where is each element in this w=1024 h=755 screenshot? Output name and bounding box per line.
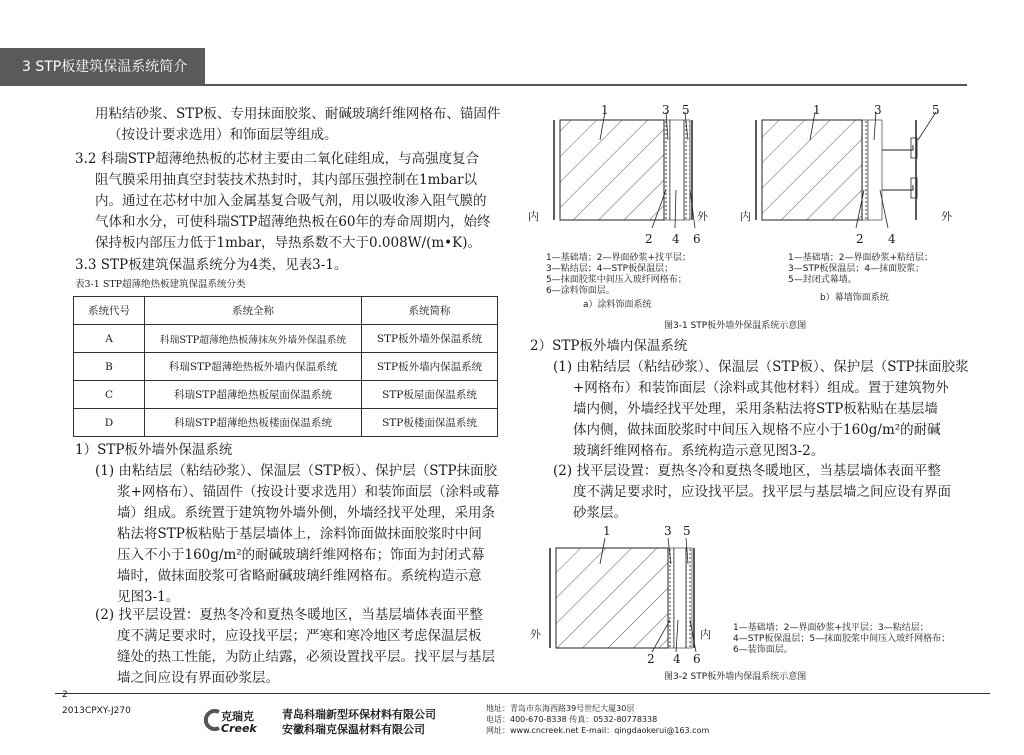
page-number: 2 [62,690,68,700]
fig-b-num: 3 [874,103,882,117]
s1-p2-line: 墙之间应设有界面砂浆层。 [117,670,279,686]
fig-a-num: 1 [601,103,609,117]
fig-b-num: 2 [856,232,864,246]
s2-p1-line: 玻璃纤维网格布。系统构造示意见图3-2。 [573,443,825,459]
intro-line-2: （按设计要求选用）和饰面层等组成。 [108,127,338,143]
system-table [73,296,498,437]
fig-a-legend: 3—粘结层；4—STP板保温层； [546,264,674,274]
fig-c-num: 5 [683,524,691,538]
table-cell: 科瑞STP超薄绝热板外墙内保温系统 [145,353,362,381]
website: 网址：www.cncreek.net E-mail：qingdaokerui@163.com [486,726,710,735]
company-1: 青岛科瑞新型环保材料有限公司 [282,708,436,721]
s1-p1-line: 压入不小于160g/m²的耐碱玻璃纤维网格布；饰面为封闭式幕 [117,547,485,563]
section-header: 3 STP板建筑保温系统简介 [0,48,205,86]
s1-p1-line: 墙）组成。系统置于建筑物外墙外侧，外墙经找平处理，采用条 [117,505,495,521]
fig-c-num: 3 [664,524,672,538]
fig-b-num: 4 [888,232,896,246]
fig-c-num: 2 [647,652,655,666]
table-cell: C [74,381,145,409]
table-cell: 科瑞STP超薄绝热板楼面保温系统 [145,409,362,437]
header-divider [205,84,967,86]
table-cell: 科瑞STP超薄绝热板薄抹灰外墙外保温系统 [145,325,362,353]
fig-c-num: 1 [603,524,611,538]
fig-c-legend: 6—装饰面层。 [733,645,793,655]
table-cell: STP板外墙内保温系统 [362,353,498,381]
fig31-caption: 图3-1 STP板外墙外保温系统示意图 [664,321,807,331]
table-header-cell: 系统全称 [145,297,362,325]
s1-p2-line: 缝处的热工性能，为防止结露，必须设置找平层。找平层与基层 [117,649,495,665]
s2-p1-line: 墙内侧，外墙经找平处理，采用条粘法将STP板粘贴在基层墙 [573,401,938,417]
fig-a-caption: a）涂料饰面系统 [583,300,652,310]
table-cell: A [74,325,145,353]
table-row [74,409,498,437]
table-cell: STP板楼面保温系统 [362,409,498,437]
s2-p1-line: (1) 由粘结层（粘结砂浆）、保温层（STP板）、保护层（STP抹面胶浆 [553,359,969,375]
table-cell: STP板外墙外保温系统 [362,325,498,353]
s1-p1-line: 浆+网格布）、锚固件（按设计要求选用）和装饰面层（涂料或幕 [117,484,500,500]
fig-a-legend: 6—涂料饰面层。 [546,286,615,296]
table-header-cell: 系统代号 [74,297,145,325]
s1-title: 1）STP板外墙外保温系统 [75,442,233,458]
table-cell: D [74,409,145,437]
s1-p2-line: 度不满足要求时，应设找平层；严寒和寒冷地区考虑保温层板 [117,628,482,644]
fig-c-outside: 外 [530,628,541,641]
figure-b-diagram [748,100,948,250]
company-logo-icon [203,709,221,731]
p33: 3.3 STP板建筑保温系统分为4类，见表3-1。 [75,257,348,273]
fig-b-num: 5 [932,103,940,117]
fig-c-num: 6 [693,652,701,666]
p32-line-1: 3.2 科瑞STP超薄绝热板的芯材主要由二氧化硅组成，与高强度复合 [75,151,480,167]
fig-b-legend: 3—STP板保温层；4—抹面胶浆； [788,264,925,274]
p32-line-5: 保持板内部压力低于1mbar，导热系数不大于0.008W/(m•K)。 [95,235,481,251]
figure-a-diagram [540,100,720,250]
fig-b-num: 1 [813,103,821,117]
s1-p1-line: (1) 由粘结层（粘结砂浆）、保温层（STP板）、保护层（STP抹面胶 [95,463,498,479]
fig32-caption: 图3-2 STP板外墙内保温系统示意图 [664,672,807,682]
fig-c-inside: 内 [700,628,711,641]
p32-line-4: 气体和水分，可使科瑞STP超薄绝热板在60年的寿命周期内，始终 [95,214,491,230]
company-2: 安徽科瑞克保温材料有限公司 [282,723,425,736]
p32-line-3: 内。通过在芯材中加入金属基复合吸气剂，用以吸收渗入阻气膜的 [95,193,487,209]
s2-p1-line: 体内侧，做抹面胶浆时中间压入规格不应小于160g/m²的耐碱 [573,422,941,438]
s1-p2-line: (2) 找平层设置：夏热冬冷和夏热冬暖地区，当基层墙体表面平整 [95,607,483,623]
phone: 电话：400-670-8338 传真：0532-80778338 [486,715,658,724]
table-cell: STP板屋面保温系统 [362,381,498,409]
doc-code: 2013CPXY-J270 [62,706,131,716]
fig-b-legend: 5—封闭式幕墙。 [788,275,857,285]
table-row [74,325,498,353]
fig-a-num: 5 [682,103,690,117]
logo-en: Creek [221,722,257,735]
s2-p2-line: 砂浆层。 [573,505,627,521]
table-row [74,353,498,381]
p32-line-2: 阻气膜采用抽真空封装技术热封时，其内部压强控制在1mbar以 [95,172,478,188]
s2-p1-line: +网格布）和装饰面层（涂料或其他材料）组成。置于建筑物外 [573,380,949,396]
s2-title: 2）STP板外墙内保温系统 [530,338,688,354]
fig-b-legend: 1—基础墙；2—界面砂浆+粘结层； [788,253,933,263]
table-cell: 科瑞STP超薄绝热板屋面保温系统 [145,381,362,409]
fig-a-legend: 1—基础墙；2—界面砂浆+找平层； [546,253,691,263]
fig-c-num: 4 [673,652,681,666]
table-cell: B [74,353,145,381]
fig-a-legend: 5—抹面胶浆中间压入玻纤网格布； [546,275,687,285]
fig-a-outside: 外 [697,210,708,223]
address: 地址：青岛市东海西路39号世纪大厦30层 [486,704,635,713]
table-row [74,381,498,409]
fig-b-caption: b）幕墙饰面系统 [820,293,889,303]
logo-cn: 克瑞克 [221,710,254,723]
s1-p1-line: 墙时，做抹面胶浆可省略耐碱玻璃纤维网格布。系统构造示意 [117,568,482,584]
table-header-cell: 系统简称 [362,297,498,325]
figure-c-diagram [532,520,722,660]
s2-p2-line: 度不满足要求时，应设找平层。找平层与基层墙之间应设有界面 [573,484,951,500]
fig-a-inside: 内 [528,210,539,223]
fig-a-num: 2 [645,232,653,246]
table-title: 表3-1 STP超薄绝热板建筑保温系统分类 [75,279,246,290]
fig-a-num: 6 [693,232,701,246]
table-header-row [74,297,498,325]
fig-b-inside: 内 [740,210,751,223]
fig-c-legend: 4—STP板保温层；5—抹面胶浆中间压入玻纤网格布； [733,634,951,644]
fig-a-num: 4 [672,232,680,246]
fig-b-outside: 外 [941,210,952,223]
footer-divider [55,693,990,694]
s2-p2-line: (2) 找平层设置：夏热冬冷和夏热冬暖地区，当基层墙体表面平整 [553,463,941,479]
intro-line-1: 用粘结砂浆、STP板、专用抹面胶浆、耐碱玻璃纤维网格布、锚固件 [95,106,501,122]
s1-p1-line: 见图3-1。 [117,589,180,605]
fig-a-num: 3 [662,103,670,117]
s1-p1-line: 粘法将STP板粘贴于基层墙体上，涂料饰面做抹面胶浆时中间 [117,526,482,542]
fig-c-legend: 1—基础墙；2—界面砂浆+找平层；3—粘结层； [733,623,929,633]
